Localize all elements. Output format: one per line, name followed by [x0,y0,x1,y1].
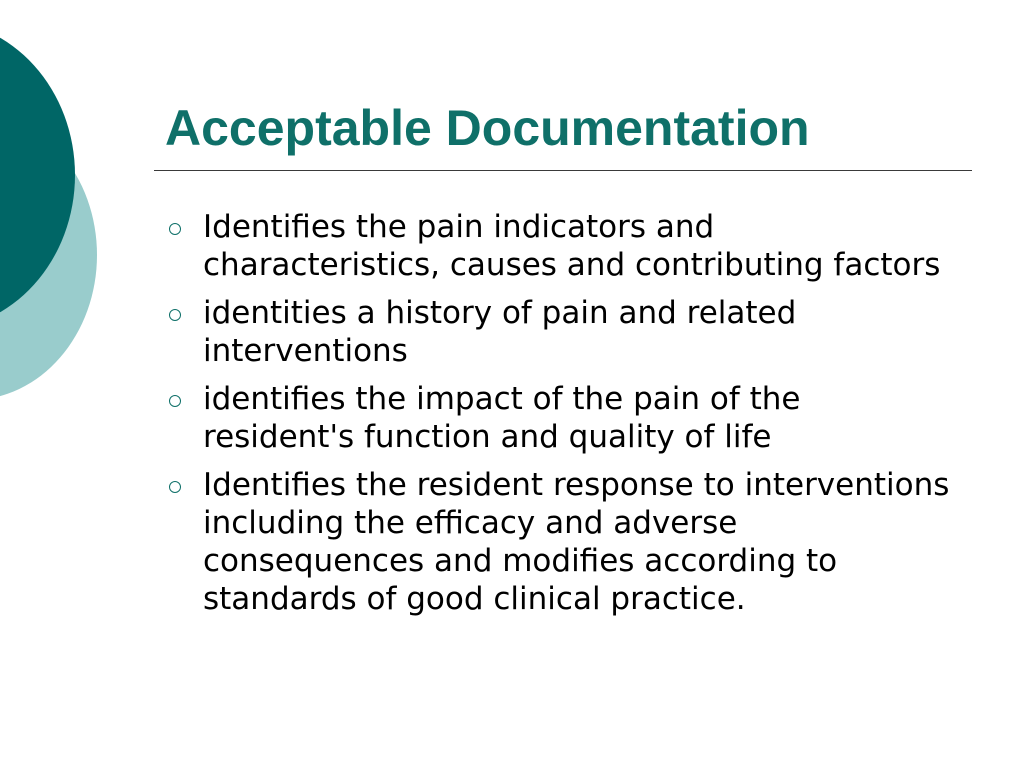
bullet-item [160,380,950,456]
bullet-text: identities a history of pain and related interventions [203,295,797,369]
bullet-item [160,208,950,284]
hollow-circle-bullet-icon [169,395,181,407]
hollow-circle-bullet-icon [169,223,181,235]
bullet-text: Identifies the resident response to interventions including the efficacy and adverse consequences and modifies according to standards of good clinical practice. [203,467,950,617]
title-divider [154,170,972,171]
slide-title: Acceptable Documentation [165,100,810,156]
bullet-text: identifies the impact of the pain of the resident's function and quality of life [203,381,801,455]
bullet-item [160,294,950,370]
bullet-list [160,208,950,628]
bullet-item [160,466,950,618]
bullet-text: Identifies the pain indicators and characteristics, causes and contributing factors [203,209,941,283]
hollow-circle-bullet-icon [169,481,181,493]
hollow-circle-bullet-icon [169,309,181,321]
